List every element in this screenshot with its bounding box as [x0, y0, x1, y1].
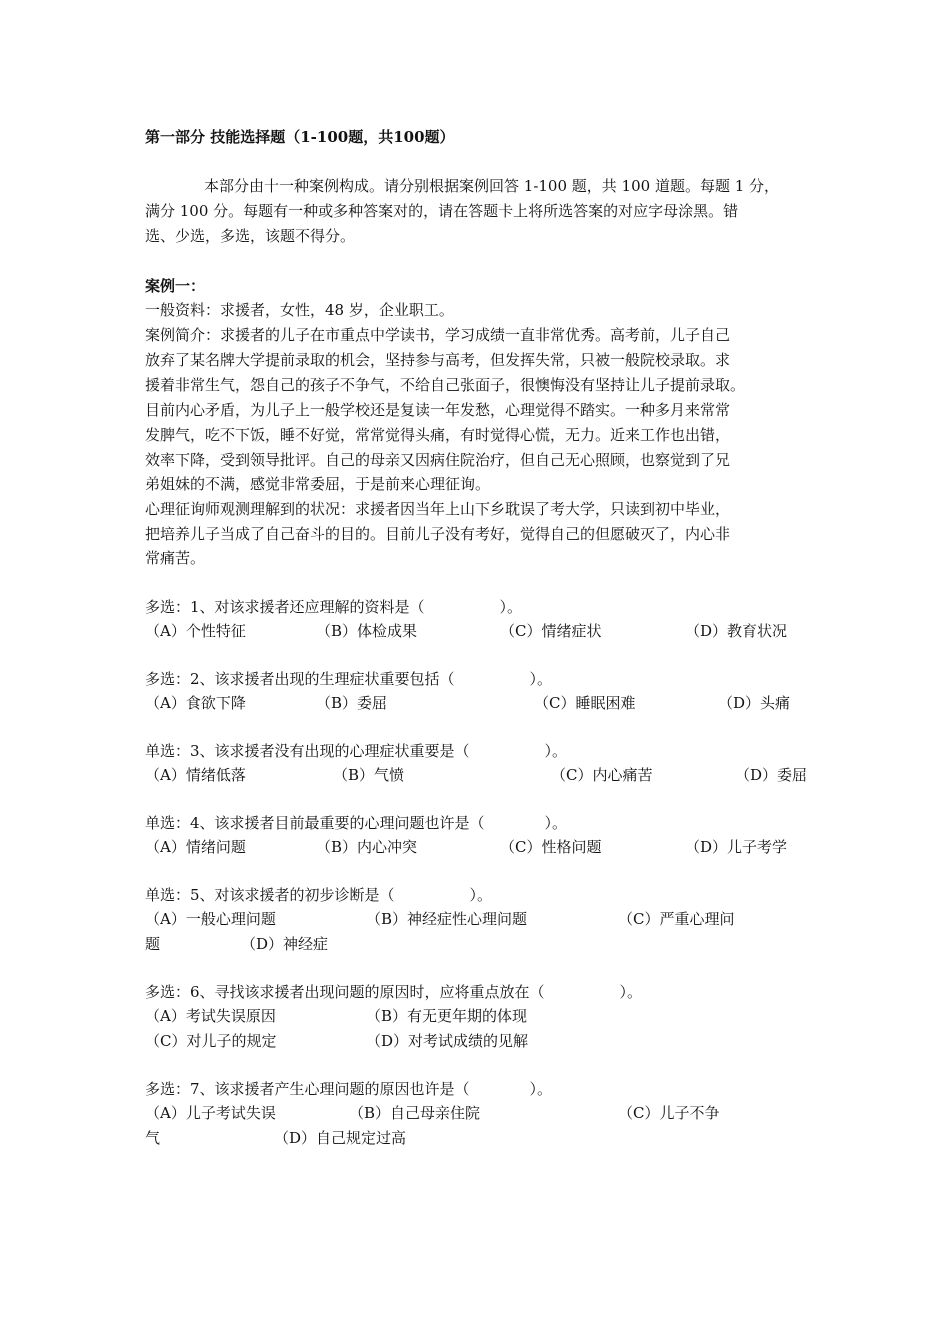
question-2-option-c: （C）睡眠困难: [534, 694, 636, 712]
question-7-option-b: （B）自己母亲住院: [349, 1104, 481, 1122]
case-summary-line-6: 效率下降，受到领导批评。自己的母亲又因病住院治疗，但自己无心照顾，也察觉到了兄: [145, 451, 731, 469]
question-6-option-d: （D）对考试成绩的见解: [366, 1032, 529, 1050]
question-2-option-b: （B）委屈: [316, 694, 388, 712]
question-3-option-c: （C）内心痛苦: [551, 766, 653, 784]
case-summary-line-2: 放弃了某名牌大学提前录取的机会，坚持参与高考，但发挥失常，只被一般院校录取。求: [145, 351, 731, 369]
case-summary-line-7: 弟姐妹的不满，感觉非常委屈，于是前来心理征询。: [145, 475, 491, 493]
question-5-stem: 单选：5、对该求援者的初步诊断是（ ）。: [145, 886, 493, 904]
question-4-stem: 单选：4、该求援者目前最重要的心理问题也许是（ ）。: [145, 814, 568, 832]
question-7-option-a: （A）儿子考试失误: [145, 1104, 276, 1122]
section-title: 第一部分 技能选择题（1-100题，共100题）: [145, 128, 455, 146]
question-1-option-c: （C）情绪症状: [500, 622, 602, 640]
question-1-stem: 多选：1、对该求援者还应理解的资料是（ ）。: [145, 598, 523, 616]
question-5-option-b: （B）神经症性心理问题: [366, 910, 528, 928]
intro-line-1: 本部分由十一种案例构成。请分别根据案例回答 1-100 题，共 100 道题。每题 1 分，: [204, 177, 780, 195]
question-5-option-d: （D）神经症: [241, 935, 329, 953]
question-2-option-d: （D）头痛: [718, 694, 791, 712]
case-general-info: 一般资料：求援者，女性，48 岁，企业职工。: [145, 301, 454, 319]
question-6-option-b: （B）有无更年期的体现: [366, 1007, 528, 1025]
question-4-option-c: （C）性格问题: [500, 838, 602, 856]
question-4-option-d: （D）儿子考学: [685, 838, 788, 856]
intro-line-3: 选、少选，多选，该题不得分。: [145, 227, 356, 245]
case-title: 案例一：: [145, 277, 206, 295]
question-3-option-b: （B）气愤: [333, 766, 405, 784]
question-2-stem: 多选：2、该求援者出现的生理症状重要包括（ ）。: [145, 670, 553, 688]
case-observation-line-1: 心理征询师观测理解到的状况：求援者因当年上山下乡耽误了考大学，只读到初中毕业，: [145, 500, 731, 518]
question-3-option-a: （A）情绪低落: [145, 766, 246, 784]
question-5-option-c-continued: 题: [145, 935, 161, 953]
question-4-option-b: （B）内心冲突: [316, 838, 418, 856]
question-1-option-b: （B）体检成果: [316, 622, 418, 640]
question-3-option-d: （D）委屈: [735, 766, 808, 784]
question-7-option-c-continued: 气: [145, 1129, 161, 1147]
case-summary-line-1: 案例简介：求援者的儿子在市重点中学读书，学习成绩一直非常优秀。高考前，儿子自己: [145, 326, 731, 344]
question-2-option-a: （A）食欲下降: [145, 694, 246, 712]
question-7-option-d: （D）自己规定过高: [274, 1129, 407, 1147]
question-1-option-d: （D）教育状况: [685, 622, 788, 640]
question-6-option-c: （C）对儿子的规定: [145, 1032, 277, 1050]
case-summary-line-4: 目前内心矛盾，为儿子上一般学校还是复读一年发愁，心理觉得不踏实。一种多月来常常: [145, 401, 731, 419]
case-summary-line-5: 发脾气，吃不下饭，睡不好觉，常常觉得头痛，有时觉得心慌，无力。近来工作也出错，: [145, 426, 731, 444]
question-6-option-a: （A）考试失误原因: [145, 1007, 276, 1025]
question-7-option-c: （C）儿子不争: [618, 1104, 720, 1122]
question-5-option-c: （C）严重心理问: [618, 910, 735, 928]
question-1-option-a: （A）个性特征: [145, 622, 246, 640]
intro-line-2: 满分 100 分。每题有一种或多种答案对的，请在答题卡上将所选答案的对应字母涂黑。错: [145, 202, 739, 220]
case-summary-line-3: 援着非常生气，怨自己的孩子不争气，不给自己张面子，很懊悔没有坚持让儿子提前录取。: [145, 376, 746, 394]
question-5-option-a: （A）一般心理问题: [145, 910, 276, 928]
question-6-stem: 多选：6、寻找该求援者出现问题的原因时，应将重点放在（ ）。: [145, 983, 643, 1001]
question-3-stem: 单选：3、该求援者没有出现的心理症状重要是（ ）。: [145, 742, 568, 760]
question-4-option-a: （A）情绪问题: [145, 838, 246, 856]
case-observation-line-3: 常痛苦。: [145, 549, 206, 567]
case-observation-line-2: 把培养儿子当成了自己奋斗的目的。目前儿子没有考好，觉得自己的但愿破灭了，内心非: [145, 525, 731, 543]
question-7-stem: 多选：7、该求援者产生心理问题的原因也许是（ ）。: [145, 1080, 553, 1098]
